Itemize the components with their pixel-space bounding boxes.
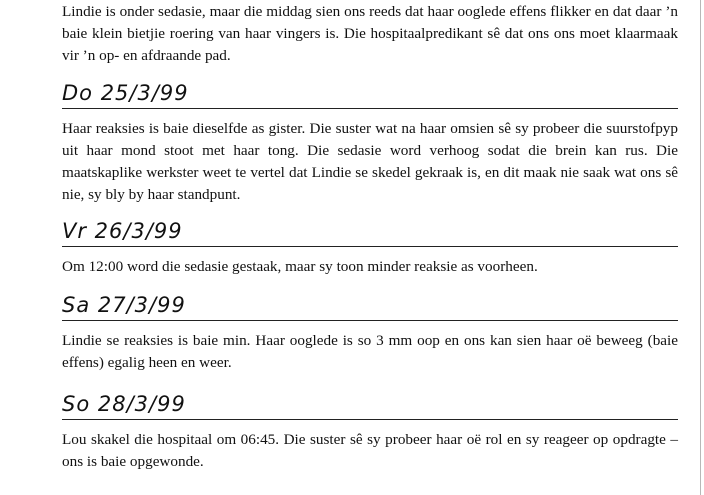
entry-paragraph: Haar reaksies is baie dieselfde as gister. Die suster wat na haar omsien sê sy probeer die suurstofpyp uit haar mond stoot met haar tong. Die sedasie word verhoog sodat die brein kan rus. Die maatskaplike werkster weet te vertel dat Lindie se skedel gekraak is, en dit maak nie saak wat ons sê nie, sy bly by haar standpunt. bbox=[62, 120, 678, 203]
entry-date: Vr 26/3/99 bbox=[62, 219, 183, 243]
entry-paragraph: Lou skakel die hospitaal om 06:45. Die suster sê sy probeer haar oë rol en sy reageer op opdragte – ons is baie opgewonde. bbox=[62, 431, 678, 470]
diary-entry bbox=[62, 290, 678, 374]
entry-date-heading bbox=[62, 216, 678, 247]
diary-entry bbox=[62, 78, 678, 206]
entry-date: Do 25/3/99 bbox=[62, 81, 189, 105]
entry-date-heading bbox=[62, 290, 678, 321]
diary-entry bbox=[62, 216, 678, 278]
entry-paragraph: Om 12:00 word die sedasie gestaak, maar sy toon minder reaksie as voorheen. bbox=[62, 258, 538, 275]
intro-paragraph: Lindie is onder sedasie, maar die middag sien ons reeds dat haar ooglede effens flikker en dat daar ’n baie klein bietjie roering van haar vingers is. Die hospitaalpredikant sê dat ons ons moet klaarmaak vir ’n op- en afdraande pad. bbox=[62, 3, 678, 64]
entry-date-heading bbox=[62, 78, 678, 109]
diary-entry bbox=[62, 389, 678, 473]
entry-date: Sa 27/3/99 bbox=[62, 293, 186, 317]
entry-date: So 28/3/99 bbox=[62, 392, 186, 416]
entry-date-heading bbox=[62, 389, 678, 420]
entry-paragraph: Lindie se reaksies is baie min. Haar ooglede is so 3 mm oop en ons kan sien haar oë beweeg (baie effens) egalig heen en weer. bbox=[62, 332, 678, 371]
page-edge-line bbox=[700, 0, 701, 495]
